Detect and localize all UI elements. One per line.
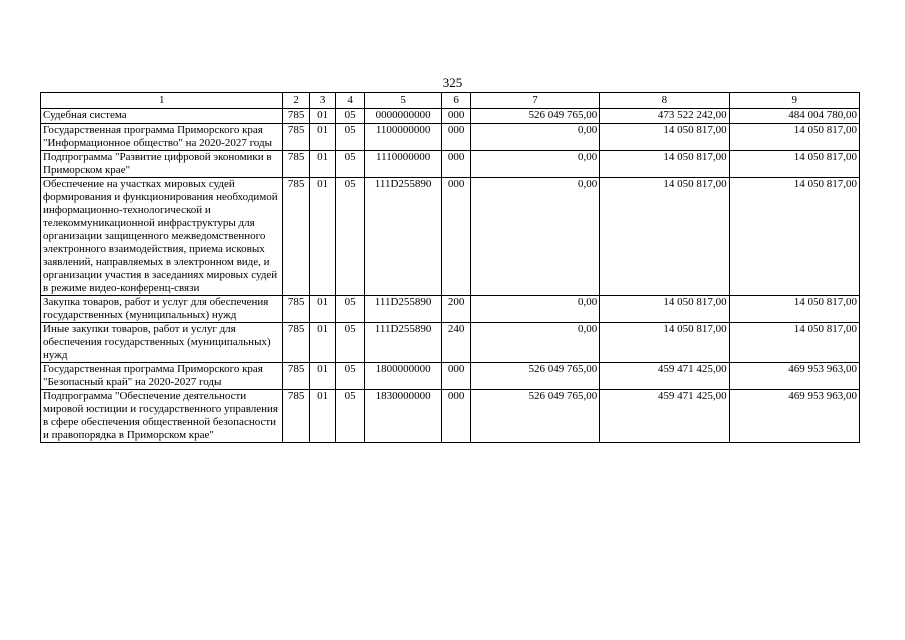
amount-col-7: 0,00 [470,151,599,178]
table-row [41,124,860,151]
table-row [41,109,860,124]
column-header: 3 [309,93,335,109]
expense-type-code: 000 [442,363,471,390]
budget-table [40,92,860,443]
page-number: 325 [442,75,463,90]
amount-col-9: 14 050 817,00 [729,124,859,151]
amount-col-7: 0,00 [470,124,599,151]
amount-col-7: 0,00 [470,296,599,323]
ved-code: 785 [283,323,309,363]
column-header: 9 [729,93,859,109]
expense-type-code: 000 [442,151,471,178]
section-code: 01 [309,296,335,323]
amount-col-9: 469 953 963,00 [729,390,859,443]
amount-col-7: 526 049 765,00 [470,363,599,390]
amount-col-9: 14 050 817,00 [729,296,859,323]
section-code: 01 [309,109,335,124]
section-code: 01 [309,124,335,151]
row-name: Подпрограмма "Обеспечение деятельности мировой юстиции и государственного управления в сфере обеспечения общественной безопасности и правопорядка в Приморском крае" [41,390,283,443]
table-row [41,296,860,323]
subsection-code: 05 [336,109,365,124]
section-code: 01 [309,178,335,296]
section-code: 01 [309,363,335,390]
amount-col-7: 0,00 [470,178,599,296]
row-name: Иные закупки товаров, работ и услуг для обеспечения государственных (муниципальных) нужд [41,323,283,363]
amount-col-8: 459 471 425,00 [600,363,729,390]
ved-code: 785 [283,363,309,390]
subsection-code: 05 [336,323,365,363]
target-item-code: 1830000000 [364,390,441,443]
subsection-code: 05 [336,178,365,296]
subsection-code: 05 [336,390,365,443]
target-item-code: 1800000000 [364,363,441,390]
row-name: Государственная программа Приморского края "Безопасный край" на 2020-2027 годы [41,363,283,390]
column-header: 4 [336,93,365,109]
column-header: 1 [41,93,283,109]
column-number-row [41,93,860,109]
amount-col-8: 14 050 817,00 [600,124,729,151]
ved-code: 785 [283,151,309,178]
row-name: Подпрограмма "Развитие цифровой экономики в Приморском крае" [41,151,283,178]
table-row [41,178,860,296]
amount-col-9: 14 050 817,00 [729,178,859,296]
amount-col-8: 459 471 425,00 [600,390,729,443]
ved-code: 785 [283,390,309,443]
table-row [41,323,860,363]
amount-col-8: 14 050 817,00 [600,323,729,363]
section-code: 01 [309,390,335,443]
subsection-code: 05 [336,151,365,178]
target-item-code: 111D255890 [364,296,441,323]
column-header: 2 [283,93,309,109]
row-name: Обеспечение на участках мировых судей формирования и функционирования необходимой информационно-технологической и телекоммуникационной инфраструктуры для организации защищенного межведомственного электронного взаимодействия, приема исковых заявлений, направляемых в электронном виде, и организации участия в заседаниях мировых судей в режиме видео-конференц-связи [41,178,283,296]
row-name: Закупка товаров, работ и услуг для обеспечения государственных (муниципальных) нужд [41,296,283,323]
column-header: 6 [442,93,471,109]
expense-type-code: 000 [442,178,471,296]
subsection-code: 05 [336,363,365,390]
target-item-code: 111D255890 [364,323,441,363]
table-row [41,390,860,443]
target-item-code: 0000000000 [364,109,441,124]
expense-type-code: 200 [442,296,471,323]
section-code: 01 [309,151,335,178]
expense-type-code: 000 [442,109,471,124]
expense-type-code: 240 [442,323,471,363]
ved-code: 785 [283,109,309,124]
column-header: 5 [364,93,441,109]
amount-col-8: 14 050 817,00 [600,178,729,296]
ved-code: 785 [283,296,309,323]
table-row [41,363,860,390]
expense-type-code: 000 [442,390,471,443]
section-code: 01 [309,323,335,363]
expense-type-code: 000 [442,124,471,151]
amount-col-7: 0,00 [470,323,599,363]
amount-col-7: 526 049 765,00 [470,109,599,124]
amount-col-7: 526 049 765,00 [470,390,599,443]
amount-col-8: 14 050 817,00 [600,296,729,323]
subsection-code: 05 [336,296,365,323]
target-item-code: 1110000000 [364,151,441,178]
amount-col-9: 469 953 963,00 [729,363,859,390]
table-row [41,151,860,178]
target-item-code: 1100000000 [364,124,441,151]
amount-col-9: 484 004 780,00 [729,109,859,124]
row-name: Государственная программа Приморского края "Информационное общество" на 2020-2027 годы [41,124,283,151]
ved-code: 785 [283,178,309,296]
ved-code: 785 [283,124,309,151]
amount-col-9: 14 050 817,00 [729,323,859,363]
subsection-code: 05 [336,124,365,151]
amount-col-8: 14 050 817,00 [600,151,729,178]
amount-col-9: 14 050 817,00 [729,151,859,178]
row-name: Судебная система [41,109,283,124]
target-item-code: 111D255890 [364,178,441,296]
amount-col-8: 473 522 242,00 [600,109,729,124]
column-header: 7 [470,93,599,109]
column-header: 8 [600,93,729,109]
